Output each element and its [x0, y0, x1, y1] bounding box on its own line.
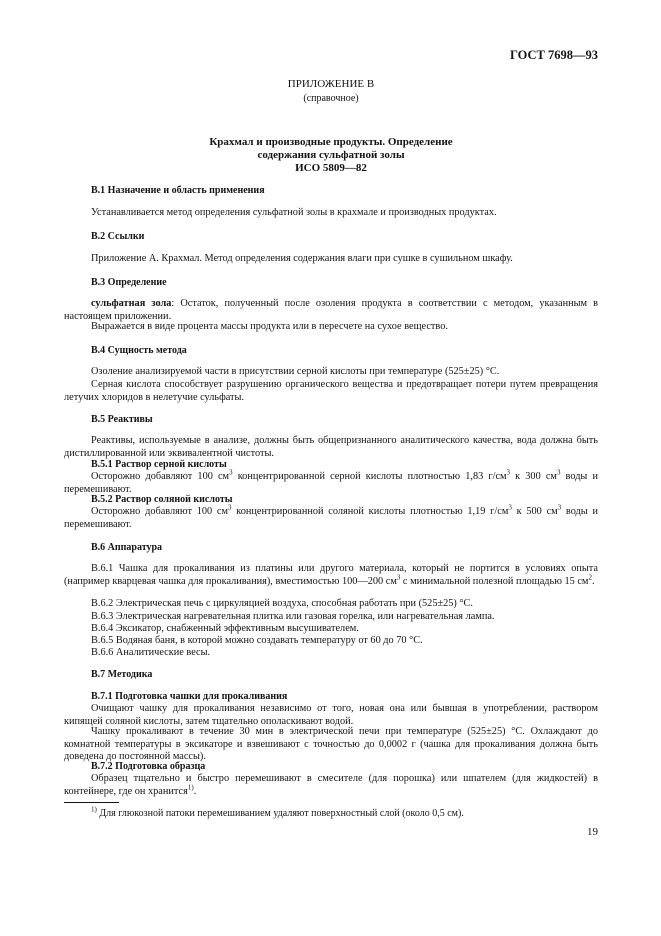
- footnote-mark: 1): [91, 805, 97, 814]
- list-item: В.6.5 Водяная баня, в которой можно создавать температуру от 60 до 70 °С.: [91, 635, 423, 646]
- paragraph: Приложение А. Крахмал. Метод определения содержания влаги при сушке в сушильном шкафу.: [91, 253, 513, 264]
- page-number: 19: [587, 826, 598, 838]
- paragraph: Реактивы, используемые в анализе, должны быть общепризнанного аналитического качества, вода должна быть дистиллированной или эквивалентной чистоты.: [64, 435, 598, 459]
- paragraph: Очищают чашку для прокаливания независимо от того, новая она или бывшая в употреблении, раствором кипящей соляной кислоты, затем тщательно ополаскивают водой.: [64, 703, 598, 727]
- section-title: В.3 Определение: [91, 277, 167, 288]
- paragraph: Озоление анализируемой части в присутствии серной кислоты при температуре (525±25) °С.: [91, 366, 500, 377]
- paragraph: Устанавливается метод определения сульфатной золы в крахмале и производных продуктах.: [91, 207, 497, 218]
- appendix-subtitle: (справочное): [303, 93, 359, 104]
- paragraph: Выражается в виде процента массы продукта или в пересчете на сухое вещество.: [91, 321, 448, 332]
- section-title: В.7 Методика: [91, 669, 153, 680]
- subsection-title: В.5.1 Раствор серной кислоты: [91, 459, 227, 470]
- paragraph: Осторожно добавляют 100 $см^3$ концентрированной серной кислоты плотностью 1,83 $г/см^3$ к 300 $см^3$ воды и перемешивают.: [64, 468, 598, 495]
- paragraph: Образец тщательно и быстро перемешивают в смесителе (для порошка) или шпателем (для жидкостей) в контейнере, где он хранится$^{1)}$.: [64, 773, 598, 797]
- heading-line-1: Крахмал и производные продукты. Определение: [209, 136, 453, 148]
- heading-line-3: ИСО 5809—82: [295, 162, 367, 174]
- list-item: В.6.3 Электрическая нагревательная плитка или газовая горелка, или нагревательная лампа.: [91, 611, 495, 622]
- defined-term: сульфатная зола: [91, 298, 172, 309]
- footnote-text: Для глюкозной патоки перемешиванием удаляют поверхностный слой (около 0,5 см).: [96, 808, 464, 819]
- section-title: В.5 Реактивы: [91, 414, 153, 425]
- paragraph: Осторожно добавляют 100 $см^3$ концентрированной соляной кислоты плотностью 1,19 $г/см^3$ к 500 $см^3$ воды и перемешивают.: [64, 503, 598, 530]
- definition-text: : Остаток, полученный после озоления продукта в соответствии с методом, указанным в настоящем приложении.: [64, 298, 598, 322]
- paragraph: Чашку прокаливают в течение 30 мин в электрической печи при температуре (525±25) °С. Охлаждают до комнатной температуры в эксикаторе и взвешивают с точностью до 0,0002 г (чашка для прокаливания должна быть доведена до постоянной массы).: [64, 726, 598, 763]
- section-title: В.2 Ссылки: [91, 231, 145, 242]
- appendix-title: ПРИЛОЖЕНИЕ В: [287, 78, 375, 90]
- footnote: [91, 805, 464, 820]
- section-title: В.1 Назначение и область применения: [91, 185, 265, 196]
- subsection-title: В.5.2 Раствор соляной кислоты: [91, 494, 233, 505]
- section-title: В.6 Аппаратура: [91, 542, 163, 553]
- list-item: В.6.6 Аналитические весы.: [91, 647, 211, 658]
- subsection-title: В.7.2 Подготовка образца: [91, 761, 206, 772]
- list-item: В.6.4 Эксикатор, снабженный эффективным высушивателем.: [91, 623, 359, 634]
- section-title: В.4 Сущность метода: [91, 345, 187, 356]
- footnote-reference: 1): [187, 783, 194, 792]
- paragraph: Серная кислота способствует разрушению органического вещества и предотвращает потери путем превращения летучих хлоридов в нелетучие сульфаты.: [64, 379, 598, 403]
- document-code: ГОСТ 7698—93: [509, 48, 598, 62]
- definition-paragraph: [64, 298, 598, 323]
- list-item: В.6.1 Чашка для прокаливания из платины или другого материала, который не портится в условиях опыта (например кварцевая чашка для прокаливания), вместимостью 100—200 $см^3$ с минимальной полезной площадью 15 $см^2$.: [64, 563, 598, 587]
- list-item: В.6.2 Электрическая печь с циркуляцией воздуха, способная работать при (525±25) °С.: [91, 598, 473, 609]
- subsection-title: В.7.1 Подготовка чашки для прокаливания: [91, 691, 288, 702]
- footnote-separator: [64, 802, 119, 803]
- heading-line-2: содержания сульфатной золы: [257, 149, 405, 161]
